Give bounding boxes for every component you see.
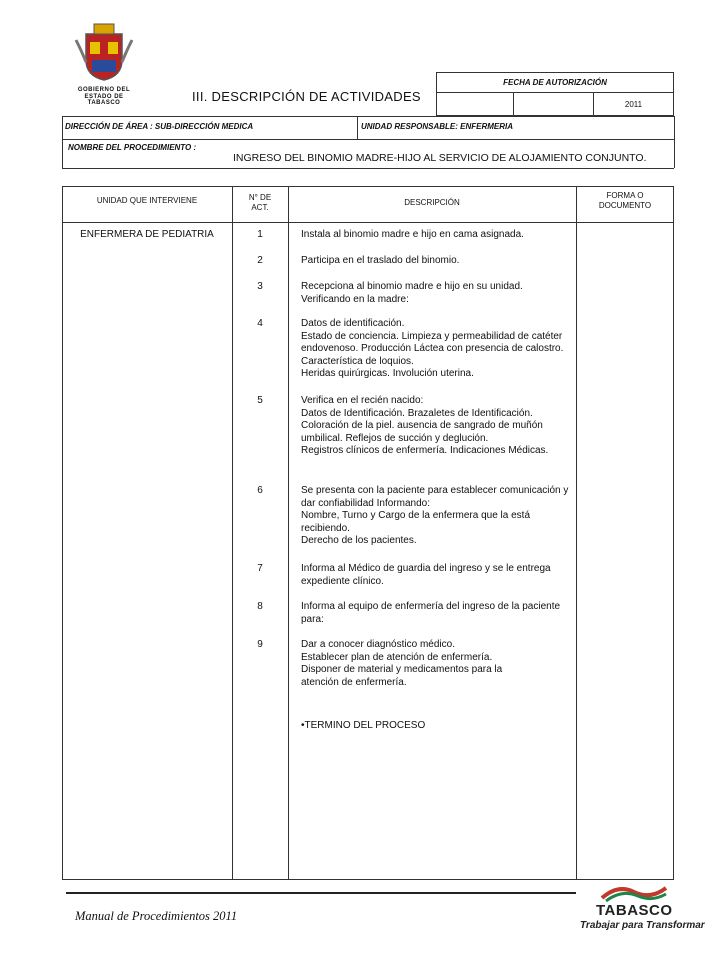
activity-number: 3 xyxy=(257,281,263,292)
tabasco-brand xyxy=(580,882,705,942)
responsible-unit-label: UNIDAD RESPONSABLE: ENFERMERIA xyxy=(361,122,514,131)
activity-number: 7 xyxy=(257,563,263,574)
coat-of-arms-icon xyxy=(72,22,136,82)
activity-number: 4 xyxy=(257,318,263,329)
authorization-label: FECHA DE AUTORIZACIÓN xyxy=(503,78,607,87)
activity-description: Dar a conocer diagnóstico médico. Establecer plan de atención de enfermería. Disponer de material y medicamentos para la atención de enfermería. xyxy=(301,639,503,688)
activity-number: 2 xyxy=(257,255,263,266)
activity-number: 8 xyxy=(257,601,263,612)
logo-text: GOBIERNO DEL ESTADO DE TABASCO xyxy=(77,87,131,106)
activity-description: Se presenta con la paciente para establecer comunicación y dar confiabilidad Informando: Nombre, Turno y Cargo de la enfermera que la está recibiendo. Derecho de los pacientes. xyxy=(301,485,569,546)
activity-description: Participa en el traslado del binomio. xyxy=(301,255,460,266)
activity-description: Informa al Médico de guardia del ingreso y se le entrega expediente clínico. xyxy=(301,563,551,587)
activity-description: Informa al equipo de enfermería del ingreso de la paciente para: xyxy=(301,601,561,625)
activity-description: Recepciona al binomio madre e hijo en su unidad. Verificando en la madre: xyxy=(301,281,523,305)
activity-number: 1 xyxy=(257,229,263,240)
brand-wave-icon xyxy=(600,882,670,902)
direction-label: DIRECCIÓN DE ÁREA : SUB-DIRECCIÓN MEDICA xyxy=(65,122,254,131)
col-header-number: N° DE ACT. xyxy=(248,193,272,212)
footer-manual: Manual de Procedimientos 2011 xyxy=(75,909,238,923)
activity-number: 9 xyxy=(257,639,263,650)
brand-slogan: Trabajar para Transformar xyxy=(580,920,705,931)
activity-number: 6 xyxy=(257,485,263,496)
footer-divider xyxy=(66,892,576,894)
activity-number: 5 xyxy=(257,395,263,406)
unit-cell: ENFERMERA DE PEDIATRIA xyxy=(80,229,214,240)
activity-description: Datos de identificación. Estado de conciencia. Limpieza y permeabilidad de catéter endovenoso. Producción Láctea con presencia de calostro. Característica de loquios. Heridas quirúrgicas. Involución uterina. xyxy=(301,318,564,379)
state-logo xyxy=(72,22,136,106)
col-header-description: DESCRIPCIÓN xyxy=(404,198,460,207)
activity-description: Instala al binomio madre e hijo en cama asignada. xyxy=(301,229,524,240)
brand-name: TABASCO xyxy=(596,902,673,919)
col-header-unit: UNIDAD QUE INTERVIENE xyxy=(96,196,198,205)
procedure-label: NOMBRE DEL PROCEDIMIENTO : xyxy=(68,143,197,152)
authorization-year: 2011 xyxy=(624,100,643,109)
procedure-name: INGRESO DEL BINOMIO MADRE-HIJO AL SERVICIO DE ALOJAMIENTO CONJUNTO. xyxy=(233,152,647,164)
process-end: •TERMINO DEL PROCESO xyxy=(301,720,426,731)
activity-description: Verifica en el recién nacido: Datos de Identificación. Brazaletes de Identificación. Coloración de la piel. ausencia de sangrado de muñón umbilical. Reflejos de succión y deglución. Registros clínicos de enfermería. Indicaciones Médicas. xyxy=(301,395,549,456)
section-title: III. DESCRIPCIÓN DE ACTIVIDADES xyxy=(192,89,421,104)
col-header-document: FORMA O DOCUMENTO xyxy=(598,191,652,210)
